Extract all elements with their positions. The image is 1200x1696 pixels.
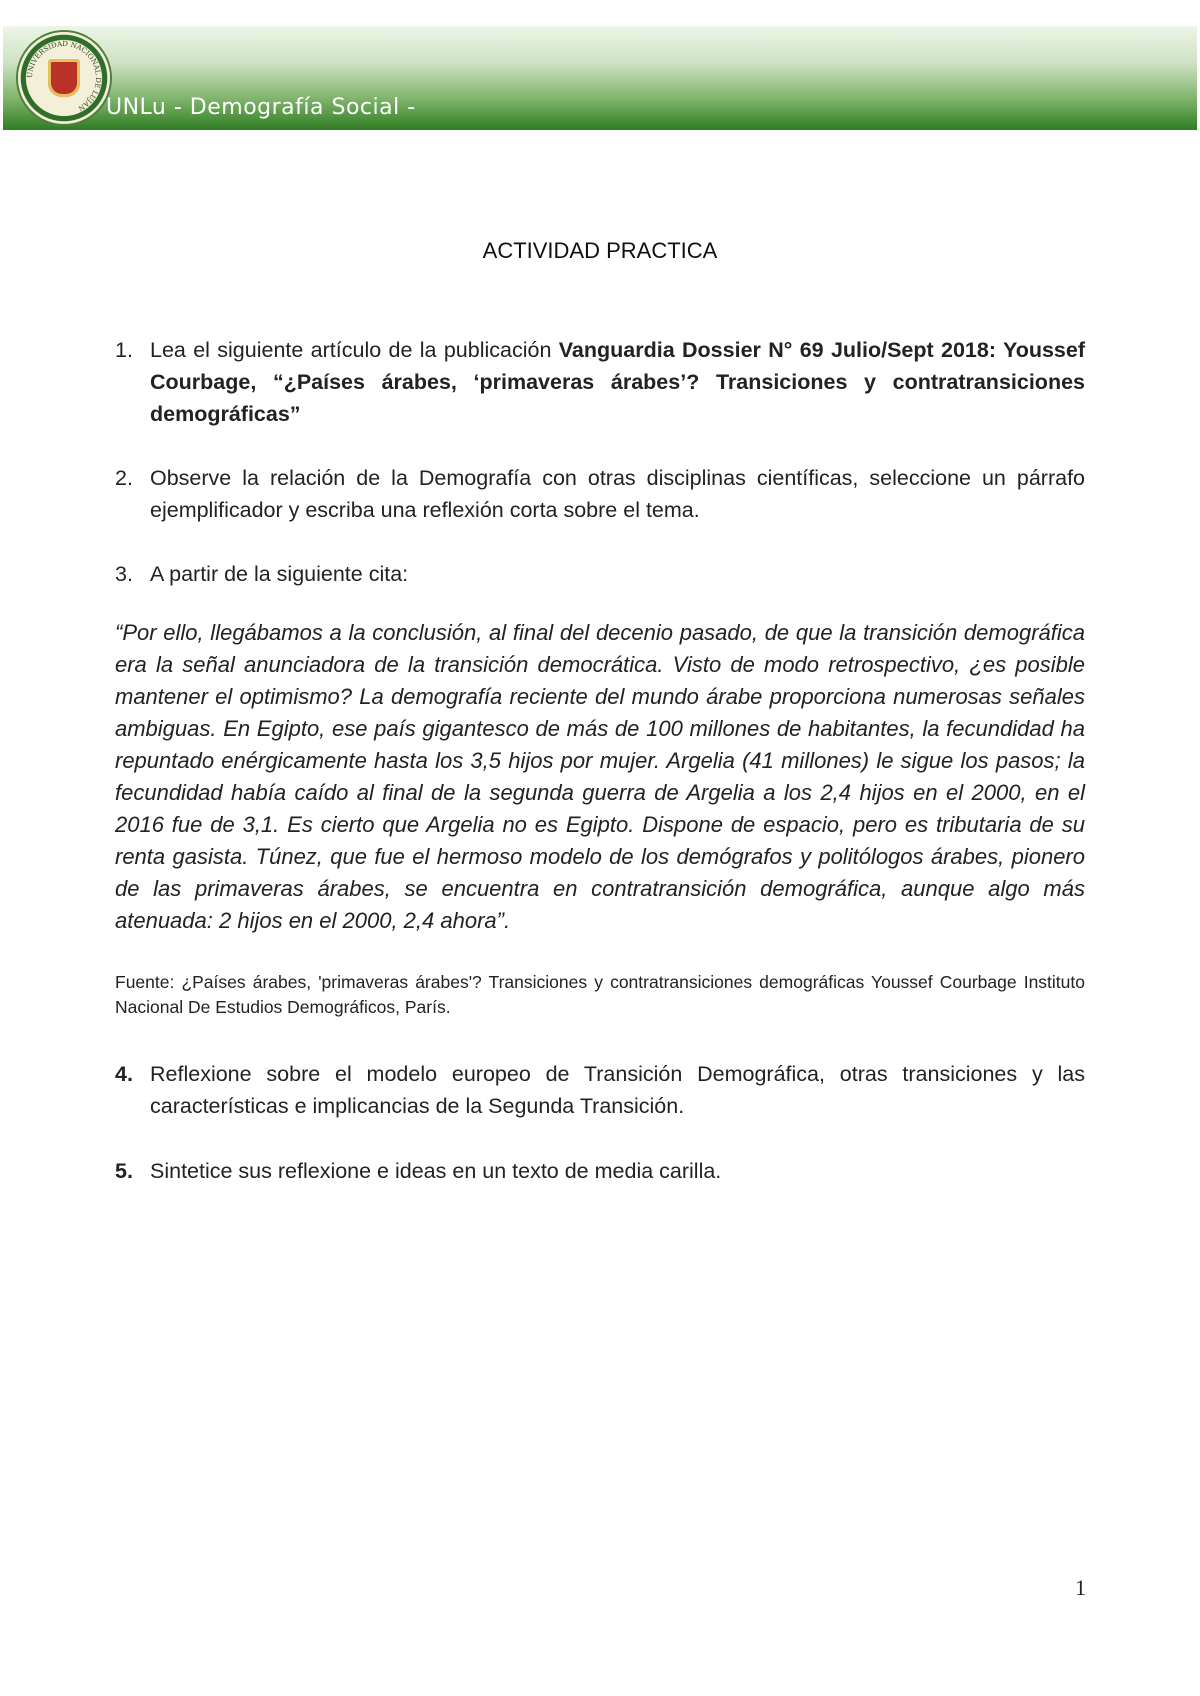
- header-title: UNLu - Demografía Social -: [106, 95, 416, 120]
- item-number: 5.: [115, 1159, 133, 1183]
- university-logo: [18, 32, 110, 124]
- quote-source: Fuente: ¿Países árabes, 'primaveras árabes'? Transiciones y contratransiciones demográficas Youssef Courbage Instituto Nacional De Estudios Demográficos, París.: [115, 972, 1085, 1017]
- item-text-plain: Lea el siguiente artículo de la publicación: [150, 338, 559, 362]
- list-item: [115, 334, 1085, 430]
- item-number: 2.: [115, 466, 133, 490]
- item-text: [150, 334, 1085, 430]
- list-item: [115, 462, 1085, 526]
- item-number: 1.: [115, 338, 133, 362]
- list-item: [115, 1155, 1085, 1187]
- item-text: A partir de la siguiente cita:: [150, 562, 409, 586]
- item-text: Observe la relación de la Demografía con otras disciplinas científicas, seleccione un párrafo ejemplificador y escriba una reflexión corta sobre el tema.: [150, 466, 1085, 522]
- quote-block: “Por ello, llegábamos a la conclusión, al final del decenio pasado, de que la transición demográfica era la señal anunciadora de la transición democrática. Visto de modo retrospectivo, ¿es posible mantener el optimismo? La demografía reciente del mundo árabe proporciona numerosas señales ambiguas. En Egipto, ese país gigantesco de más de 100 millones de habitantes, la fecundidad ha repuntado enérgicamente hasta los 3,5 hijos por mujer. Argelia (41 millones) le sigue los pasos; la fecundidad había caído al final de la segunda guerra de Argelia a los 2,4 hijos en el 2000, en el 2016 fue de 3,1. Es cierto que Argelia no es Egipto. Dispone de espacio, pero es tributaria de su renta gasista. Túnez, que fue el hermoso modelo de los demógrafos y politólogos árabes, pionero de las primaveras árabes, se encuentra en contratransición demográfica, aunque algo más atenuada: 2 hijos en el 2000, 2,4 ahora”.: [115, 620, 1085, 933]
- item-text: Sintetice sus reflexione e ideas en un texto de media carilla.: [150, 1159, 722, 1183]
- page-number: 1: [1075, 1575, 1086, 1600]
- list-item: [115, 1058, 1085, 1122]
- item-number: 4.: [115, 1062, 133, 1086]
- item-text: Reflexione sobre el modelo europeo de Transición Demográfica, otras transiciones y las características e implicancias de la Segunda Transición.: [150, 1062, 1085, 1118]
- list-item: [115, 558, 1085, 590]
- item-text-bold: Vanguardia Dossier N° 69 Julio/Sept 2018: Youssef Courbage, “¿Países árabes, ‘primaveras árabes’? Transiciones y contratransiciones demográficas”: [150, 338, 1085, 426]
- logo-shield-icon: [48, 59, 80, 97]
- svg-text:UNIVERSIDAD NACIONAL DE LUJAN: UNIVERSIDAD NACIONAL DE LUJAN: [25, 39, 103, 113]
- item-number: 3.: [115, 562, 133, 586]
- document-title: ACTIVIDAD PRACTICA: [482, 238, 718, 263]
